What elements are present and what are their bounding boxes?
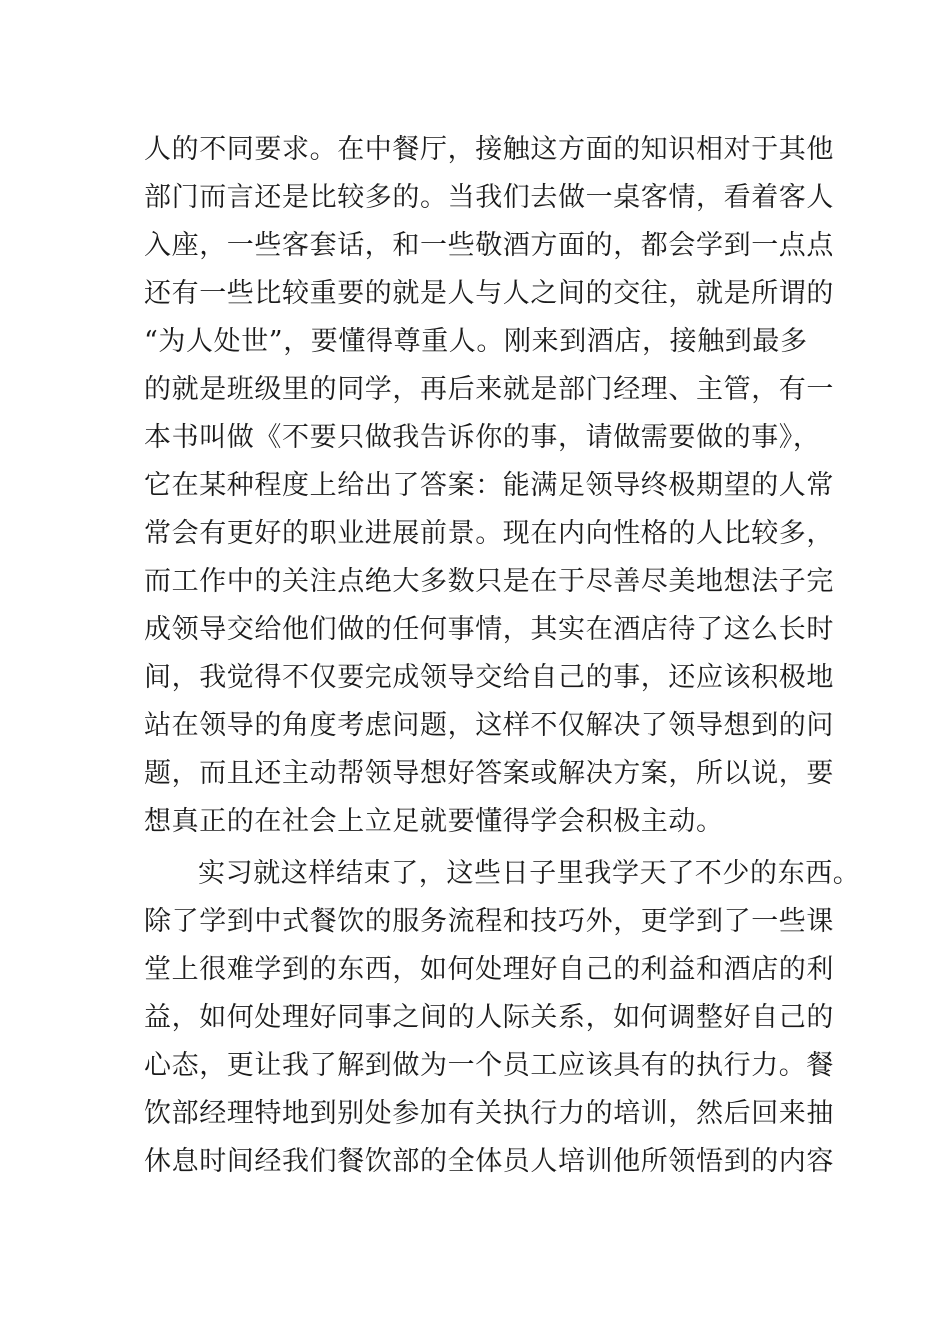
text-line: 成领导交给他们做的任何事情，其实在酒店待了这么长时 xyxy=(144,614,834,645)
text-line: 常会有更好的职业进展前景。现在内向性格的人比较多， xyxy=(144,518,834,549)
text-line: 题，而且还主动帮领导想好答案或解决方案，所以说，要 xyxy=(144,758,834,789)
text-line: 益，如何处理好同事之间的人际关系，如何调整好自己的 xyxy=(144,1002,834,1033)
text-line: 它在某种程度上给出了答案：能满足领导终极期望的人常 xyxy=(144,470,834,501)
paragraph-first-line: 实习就这样结束了，这些日子里我学天了不少的东西。 xyxy=(198,858,861,889)
text-line: 本书叫做《不要只做我告诉你的事，请做需要做的事》， xyxy=(144,422,821,453)
text-line: 人的不同要求。在中餐厅，接触这方面的知识相对于其他 xyxy=(144,134,834,165)
text-line: 部门而言还是比较多的。当我们去做一桌客情，看着客人 xyxy=(144,182,834,213)
text-line: 除了学到中式餐饮的服务流程和技巧外，更学到了一些课 xyxy=(144,906,834,937)
text-line: 还有一些比较重要的就是人与人之间的交往，就是所谓的 xyxy=(144,278,834,309)
text-line: 心态，更让我了解到做为一个员工应该具有的执行力。餐 xyxy=(144,1050,834,1081)
text-line: 而工作中的关注点绝大多数只是在于尽善尽美地想法子完 xyxy=(144,566,834,597)
text-line: “为人处世”，要懂得尊重人。刚来到酒店，接触到最多 xyxy=(144,326,808,357)
text-line: 饮部经理特地到别处参加有关执行力的培训，然后回来抽 xyxy=(144,1098,834,1129)
text-line: 站在领导的角度考虑问题，这样不仅解决了领导想到的问 xyxy=(144,710,834,741)
text-line: 休息时间经我们餐饮部的全体员人培训他所领悟到的内容 xyxy=(144,1146,834,1177)
text-line: 想真正的在社会上立足就要懂得学会积极主动。 xyxy=(144,806,724,837)
text-line: 堂上很难学到的东西，如何处理好自己的利益和酒店的利 xyxy=(144,954,834,985)
text-line: 的就是班级里的同学，再后来就是部门经理、主管，有一 xyxy=(144,374,834,405)
text-line: 入座，一些客套话，和一些敬酒方面的，都会学到一点点 xyxy=(144,230,834,261)
text-line: 间，我觉得不仅要完成领导交给自己的事，还应该积极地 xyxy=(144,662,834,693)
